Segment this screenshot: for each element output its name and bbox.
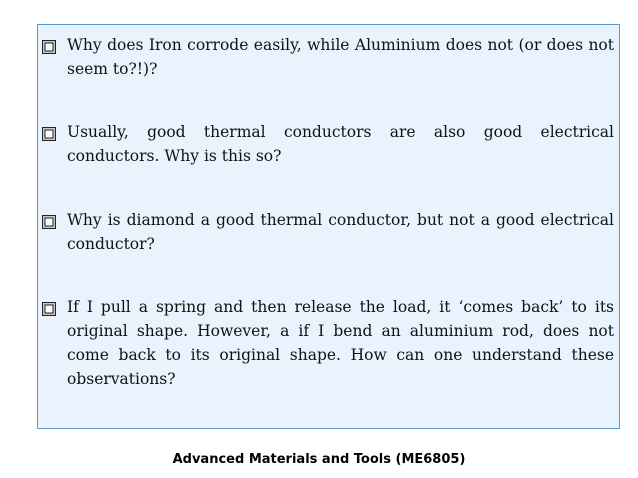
question-box xyxy=(37,24,620,429)
question-item xyxy=(38,120,619,168)
checkbox-square-icon xyxy=(42,40,56,54)
checkbox-square-icon xyxy=(42,302,56,316)
question-item xyxy=(38,33,619,81)
question-text: Why is diamond a good thermal conductor, but not a good electrical conductor? xyxy=(67,211,614,253)
question-text: Why does Iron corrode easily, while Aluminium does not (or does not seem to?!)? xyxy=(67,36,614,78)
checkbox-square-icon xyxy=(42,127,56,141)
question-text: Usually, good thermal conductors are also good electrical conductors. Why is this so? xyxy=(67,123,614,165)
checkbox-square-icon xyxy=(42,215,56,229)
question-item xyxy=(38,208,619,256)
question-item xyxy=(38,295,619,391)
question-text: If I pull a spring and then release the load, it ‘comes back’ to its original shape. However, a if I bend an aluminium rod, does not come back to its original shape. How can one understand these observations? xyxy=(67,298,614,388)
footer-course-title: Advanced Materials and Tools (ME6805) xyxy=(172,452,466,467)
